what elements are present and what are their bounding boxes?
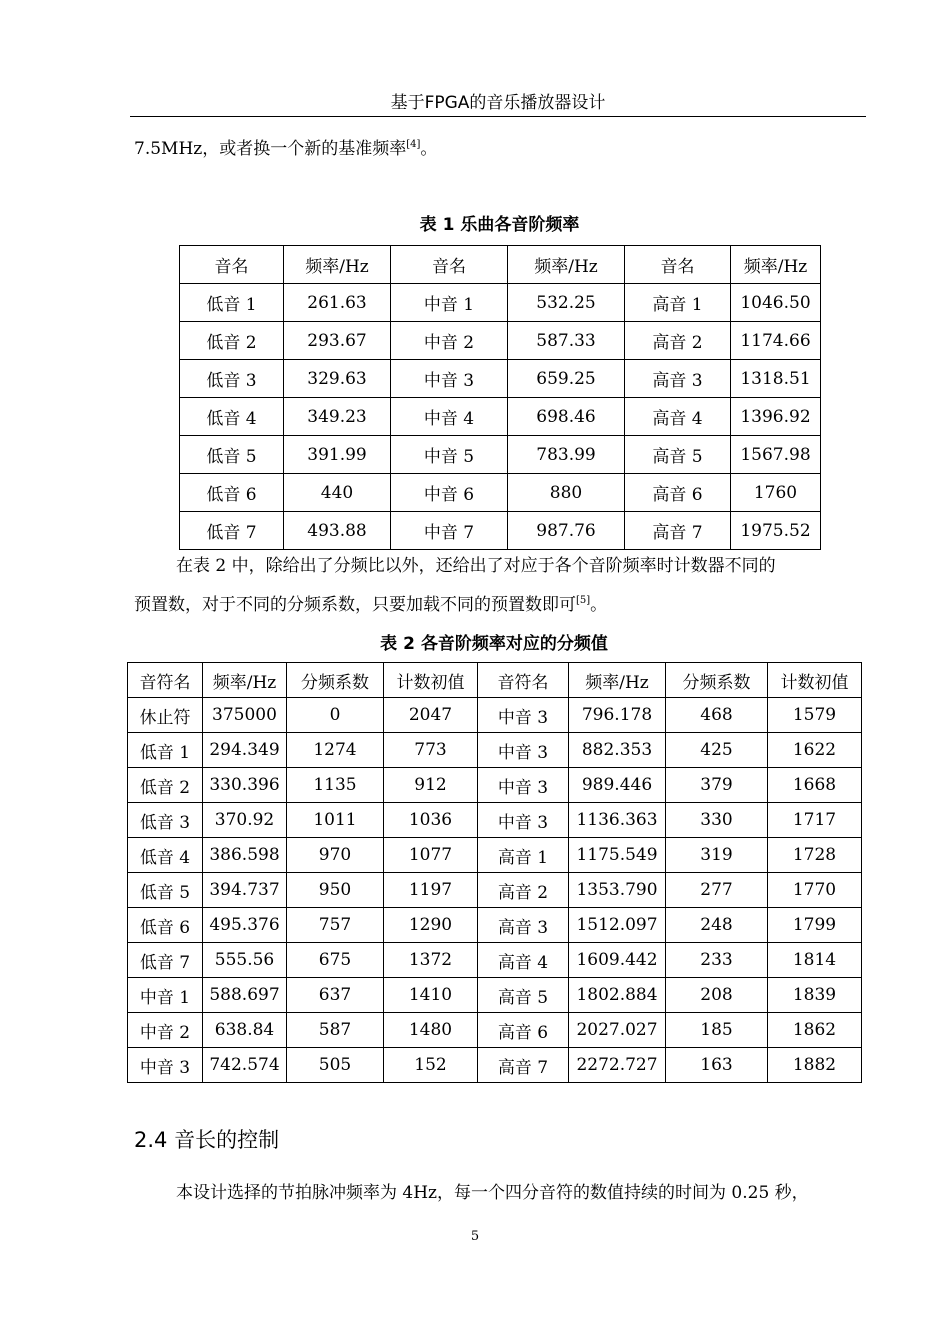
table-cell: 1197	[384, 873, 478, 908]
table-header-cell: 计数初值	[384, 663, 478, 698]
table-cell: 中音 7	[391, 512, 508, 550]
table-cell: 1175.549	[569, 838, 666, 873]
table-cell: 330	[666, 803, 768, 838]
table-cell: 高音 6	[625, 474, 731, 512]
table-row	[128, 1013, 862, 1048]
table-header-row	[180, 246, 821, 284]
table-header-cell: 频率/Hz	[284, 246, 391, 284]
table-cell: 低音 6	[180, 474, 284, 512]
table-cell: 248	[666, 908, 768, 943]
table-cell: 中音 4	[391, 398, 508, 436]
table-cell: 1512.097	[569, 908, 666, 943]
table-cell: 1318.51	[731, 360, 821, 398]
table-cell: 高音 2	[478, 873, 569, 908]
table-cell: 低音 2	[180, 322, 284, 360]
table-cell: 低音 5	[128, 873, 203, 908]
table-cell: 1717	[768, 803, 862, 838]
table-cell: 高音 5	[478, 978, 569, 1013]
table-cell: 1882	[768, 1048, 862, 1083]
table-cell: 394.737	[203, 873, 287, 908]
table-header-cell: 分频系数	[287, 663, 384, 698]
table-cell: 高音 1	[478, 838, 569, 873]
table-cell: 783.99	[508, 436, 625, 474]
table-cell: 高音 4	[625, 398, 731, 436]
table-cell: 中音 3	[478, 768, 569, 803]
table-cell: 1799	[768, 908, 862, 943]
paragraph-1	[134, 137, 437, 161]
table-row	[128, 803, 862, 838]
table-cell: 高音 1	[625, 284, 731, 322]
table-header-cell: 音名	[391, 246, 508, 284]
table-cell: 386.598	[203, 838, 287, 873]
table-row	[128, 978, 862, 1013]
table-cell: 989.446	[569, 768, 666, 803]
table-cell: 中音 5	[391, 436, 508, 474]
table-cell: 293.67	[284, 322, 391, 360]
table-cell: 330.396	[203, 768, 287, 803]
table-header-cell: 音符名	[478, 663, 569, 698]
table-cell: 659.25	[508, 360, 625, 398]
table-cell: 1011	[287, 803, 384, 838]
table-row	[180, 512, 821, 550]
table-cell: 152	[384, 1048, 478, 1083]
table-cell: 低音 3	[180, 360, 284, 398]
table-cell: 2027.027	[569, 1013, 666, 1048]
table-cell: 1814	[768, 943, 862, 978]
table-cell: 低音 6	[128, 908, 203, 943]
table-cell: 588.697	[203, 978, 287, 1013]
table-row	[180, 360, 821, 398]
table-cell: 1396.92	[731, 398, 821, 436]
table-row	[180, 322, 821, 360]
table-cell: 中音 1	[128, 978, 203, 1013]
table-cell: 1274	[287, 733, 384, 768]
table-cell: 880	[508, 474, 625, 512]
table-header-cell: 音名	[180, 246, 284, 284]
table-cell: 1579	[768, 698, 862, 733]
table-cell: 375000	[203, 698, 287, 733]
table-cell: 高音 7	[625, 512, 731, 550]
table-cell: 中音 2	[391, 322, 508, 360]
table-row	[180, 284, 821, 322]
table-cell: 950	[287, 873, 384, 908]
table-cell: 高音 4	[478, 943, 569, 978]
table-cell: 中音 3	[128, 1048, 203, 1083]
table-header-cell: 频率/Hz	[508, 246, 625, 284]
table-cell: 低音 7	[128, 943, 203, 978]
table-cell: 低音 1	[128, 733, 203, 768]
paragraph-1-end: 。	[420, 139, 438, 159]
paragraph-2-text: 预置数，对于不同的分频系数，只要加载不同的预置数即可	[134, 595, 576, 615]
section-heading: 2.4 音长的控制	[134, 1128, 280, 1152]
table-cell: 中音 3	[478, 733, 569, 768]
paragraph-3-line-1: 本设计选择的节拍脉冲频率为 4Hz，每一个四分音符的数值持续的时间为 0.25 秒，	[176, 1183, 809, 1203]
table-cell: 中音 2	[128, 1013, 203, 1048]
table-cell: 319	[666, 838, 768, 873]
table-cell: 中音 3	[478, 698, 569, 733]
table-row	[128, 1048, 862, 1083]
table-cell: 低音 7	[180, 512, 284, 550]
table-cell: 1480	[384, 1013, 478, 1048]
table-cell: 1174.66	[731, 322, 821, 360]
table-cell: 425	[666, 733, 768, 768]
table-cell: 1372	[384, 943, 478, 978]
table-cell: 493.88	[284, 512, 391, 550]
table-cell: 高音 7	[478, 1048, 569, 1083]
table-row	[180, 398, 821, 436]
table-cell: 329.63	[284, 360, 391, 398]
table-cell: 970	[287, 838, 384, 873]
table-row	[128, 698, 862, 733]
table-cell: 675	[287, 943, 384, 978]
table-cell: 277	[666, 873, 768, 908]
table-cell: 0	[287, 698, 384, 733]
table-header-row	[128, 663, 862, 698]
table-cell: 1728	[768, 838, 862, 873]
table-cell: 低音 2	[128, 768, 203, 803]
table-cell: 796.178	[569, 698, 666, 733]
table-cell: 185	[666, 1013, 768, 1048]
table-cell: 1975.52	[731, 512, 821, 550]
table-header-cell: 频率/Hz	[731, 246, 821, 284]
table-cell: 261.63	[284, 284, 391, 322]
table-cell: 757	[287, 908, 384, 943]
table-cell: 中音 1	[391, 284, 508, 322]
paragraph-2-end: 。	[590, 595, 608, 615]
table-row	[128, 733, 862, 768]
table-row	[128, 873, 862, 908]
table-cell: 1567.98	[731, 436, 821, 474]
table-cell: 379	[666, 768, 768, 803]
table-cell: 1770	[768, 873, 862, 908]
table-cell: 1622	[768, 733, 862, 768]
table-cell: 低音 1	[180, 284, 284, 322]
page-number: 5	[470, 1229, 480, 1244]
table-row	[128, 908, 862, 943]
running-header: 基于FPGA的音乐播放器设计	[390, 93, 606, 113]
table-cell: 1862	[768, 1013, 862, 1048]
table-cell: 773	[384, 733, 478, 768]
table-cell: 1839	[768, 978, 862, 1013]
table-cell: 1077	[384, 838, 478, 873]
table-1-caption: 表 1 乐曲各音阶频率	[419, 215, 580, 235]
table-cell: 370.92	[203, 803, 287, 838]
citation-4[interactable]: [4]	[406, 139, 421, 150]
citation-5[interactable]: [5]	[576, 595, 591, 606]
table-cell: 532.25	[508, 284, 625, 322]
table-cell: 中音 3	[391, 360, 508, 398]
table-2-caption: 表 2 各音阶频率对应的分频值	[380, 634, 608, 654]
table-cell: 495.376	[203, 908, 287, 943]
table-cell: 低音 4	[180, 398, 284, 436]
table-cell: 高音 2	[625, 322, 731, 360]
table-cell: 587.33	[508, 322, 625, 360]
table-row	[128, 943, 862, 978]
table-header-cell: 分频系数	[666, 663, 768, 698]
table-cell: 1036	[384, 803, 478, 838]
paragraph-2-line-2	[134, 593, 607, 617]
table-cell: 1609.442	[569, 943, 666, 978]
table-cell: 高音 6	[478, 1013, 569, 1048]
table-cell: 低音 5	[180, 436, 284, 474]
table-cell: 1290	[384, 908, 478, 943]
table-cell: 505	[287, 1048, 384, 1083]
table-header-cell: 音名	[625, 246, 731, 284]
table-cell: 休止符	[128, 698, 203, 733]
table-cell: 1668	[768, 768, 862, 803]
table-cell: 637	[287, 978, 384, 1013]
table-cell: 742.574	[203, 1048, 287, 1083]
paragraph-2-line-1: 在表 2 中，除给出了分频比以外，还给出了对应于各个音阶频率时计数器不同的	[176, 556, 776, 576]
table-2	[127, 662, 862, 1083]
table-cell: 912	[384, 768, 478, 803]
table-cell: 233	[666, 943, 768, 978]
table-cell: 882.353	[569, 733, 666, 768]
table-cell: 1410	[384, 978, 478, 1013]
table-header-cell: 音符名	[128, 663, 203, 698]
table-cell: 高音 5	[625, 436, 731, 474]
table-header-cell: 计数初值	[768, 663, 862, 698]
table-cell: 2047	[384, 698, 478, 733]
table-row	[128, 838, 862, 873]
table-row	[180, 436, 821, 474]
table-1	[179, 245, 821, 550]
table-cell: 1802.884	[569, 978, 666, 1013]
table-cell: 349.23	[284, 398, 391, 436]
table-cell: 高音 3	[625, 360, 731, 398]
table-cell: 1046.50	[731, 284, 821, 322]
table-cell: 低音 4	[128, 838, 203, 873]
table-cell: 中音 3	[478, 803, 569, 838]
table-row	[180, 474, 821, 512]
table-cell: 1135	[287, 768, 384, 803]
table-cell: 468	[666, 698, 768, 733]
table-cell: 638.84	[203, 1013, 287, 1048]
table-cell: 987.76	[508, 512, 625, 550]
table-cell: 587	[287, 1013, 384, 1048]
table-header-cell: 频率/Hz	[569, 663, 666, 698]
table-cell: 163	[666, 1048, 768, 1083]
table-header-cell: 频率/Hz	[203, 663, 287, 698]
table-cell: 440	[284, 474, 391, 512]
table-cell: 低音 3	[128, 803, 203, 838]
table-cell: 698.46	[508, 398, 625, 436]
table-cell: 1136.363	[569, 803, 666, 838]
table-cell: 1353.790	[569, 873, 666, 908]
table-cell: 中音 6	[391, 474, 508, 512]
table-cell: 1760	[731, 474, 821, 512]
table-cell: 2272.727	[569, 1048, 666, 1083]
header-divider	[130, 116, 866, 117]
table-cell: 高音 3	[478, 908, 569, 943]
table-cell: 555.56	[203, 943, 287, 978]
paragraph-1-text: 7.5MHz，或者换一个新的基准频率	[134, 139, 407, 159]
table-cell: 294.349	[203, 733, 287, 768]
table-cell: 391.99	[284, 436, 391, 474]
table-row	[128, 768, 862, 803]
table-cell: 208	[666, 978, 768, 1013]
